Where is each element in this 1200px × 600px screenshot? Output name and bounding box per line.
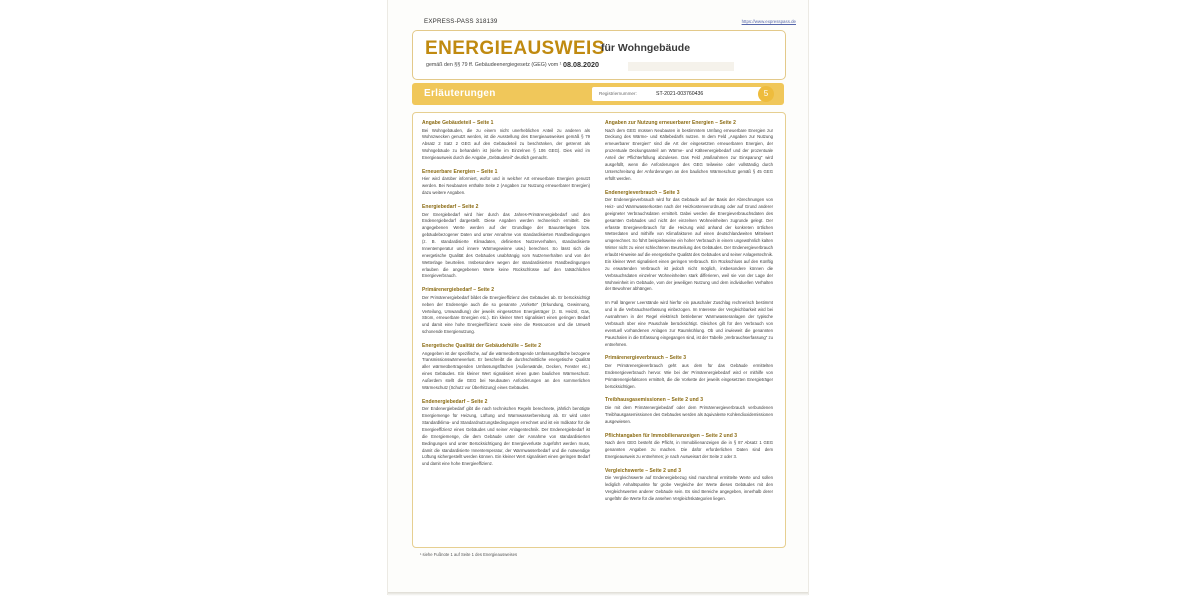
explanation-text: Hier wird darüber informiert, wofür und in welcher Art erneuerbare Energien genutzt werden. Bei Neubauten enthalte Seite 2 (Angaben zur Nutzung erneuerbarer Energien) dazu weitere Angaben. xyxy=(422,176,590,196)
explanation-heading: Energiebedarf – Seite 2 xyxy=(422,204,479,210)
explanations-column-right xyxy=(605,120,773,510)
explanation-section xyxy=(422,120,590,162)
registration-box xyxy=(592,87,762,101)
explanation-section xyxy=(605,300,773,348)
explanation-text: Die Vergleichswerte auf Endenergiebezug sind manchmal ermittelte Werte und sollen lediglich Anhaltspunkte für grobe Vergleiche der Werte dieses Gebäudes mit den Vergleichswerten anderer Gebäude sein. Es sind Bereiche angegeben, innerhalb derer ungefähr die Werte für die ansehen Vergleichskategorien liegen. xyxy=(605,475,773,501)
explanation-section xyxy=(422,287,590,336)
registration-label: Registriernummer: xyxy=(599,91,637,96)
explanation-heading: Treibhausgasemissionen – Seite 2 und 3 xyxy=(605,397,704,404)
explanation-text: Der Primärenergiebedarf bildet die Energieeffizienz des Gebäudes ab. Er berücksichtigt neben der Endenergie auch die so genannte „Vorkette" (Erkundung, Gewinnung, Verteilung, Umwandlung) der jeweils eingesetzten Energieträger (z. B. Heizöl, Gas, Strom, erneuerbare Energien etc.). Ein kleiner Wert signalisiert einen geringen Bedarf und damit eine hohe Energieeffizienz sowie eine die Ressourcen und die Umwelt schonende Energienutzung. xyxy=(422,294,590,335)
explanation-text: Nach dem GEG müssen Neubauten in bestimmtem Umfang erneuerbare Energien zur Deckung des Wärme- und Kältebedarfs nutzen. In dem Feld „Angaben zur Nutzung erneuerbarer Energien" sind die Art der eingesetzten erneuerbaren Energien, der prozentuale Deckungsanteil am Wärme- und Kälteenergiebedarf und der prozentuale Anteil der Pflichterfüllung abzulesen. Das Feld „Maßnahmen zur Einsparung" wird ausgefüllt, wenn die Anforderungen des GEG teilweise oder vollständig durch Unterschreitung der Anforderungen an den baulichen Wärmeschutz gemäß § 45 GEG erfüllt werden. xyxy=(605,127,773,181)
viewer-right-rail xyxy=(812,0,1200,600)
page-shadow xyxy=(388,592,808,596)
redacted-block xyxy=(628,62,734,71)
explanation-text: Der Endenergiebedarf gibt die nach technischen Regeln berechnete, jährlich benötigte Energiemenge für Heizung, Lüftung und Warmwasserbereitung ab. Er wird unter Standardklima- und Standardnutzungsbedingungen errechnet und ist ein Indikator für die Energieeffizienz eines Gebäudes und seiner Anlagentechnik. Der Endenergiebedarf ist die Energiemenge, die dem Gebäude unter der Annahme von standardisierten Bedingungen und unter Berücksichtigung der Energieverluste zugeführt werden muss, damit die standardisierte Innentemperatur, der Warmwasserbedarf und die notwendige Lüftung sichergestellt werden können. Ein kleiner Wert signalisiert einen geringen Bedarf und damit eine hohe Energieeffizienz. xyxy=(422,406,590,467)
explanations-frame xyxy=(412,112,786,548)
document-page xyxy=(388,0,808,594)
page-header-meta xyxy=(388,18,808,28)
explanation-text: Der Primärenergieverbrauch geht aus dem für das Gebäude ermittelten Endenergieverbrauch hervor. Wie bei der Primärenergiebedarf wird er mithilfe von Primärenergiefaktoren ermittelt, die die Vorkette der jeweils eingesetzten Energieträger berücksichtigen. xyxy=(605,362,773,389)
pass-number: EXPRESS-PASS 318139 xyxy=(424,18,498,25)
explanation-heading: Primärenergiebedarf – Seite 2 xyxy=(422,287,495,294)
page-number-badge: 5 xyxy=(758,86,774,102)
explanation-section xyxy=(605,468,773,503)
source-link[interactable]: https://www.expresspass.de xyxy=(741,19,796,24)
issue-date: 08.08.2020 xyxy=(563,60,599,69)
explanation-heading: Pflichtangaben für Immobilienanzeigen – Seite 2 und 3 xyxy=(605,432,738,439)
explanation-heading: Energetische Qualität der Gebäudehülle – Seite 2 xyxy=(422,343,542,349)
section-band-label: Erläuterungen xyxy=(424,88,496,99)
explanation-text: Im Fall längerer Leerstände wird hierfür ein pauschaler Zuschlag rechnerisch bestimmt und in die Verbrauchserfassung einbezogen. Im Interesse der Vergleichbarkeit wird bei Ausnahmen in der Regel elektrisch betriebener Warmwasseranlagen der typische Verbrauch über eine Pauschale berücksichtigt. Gleiches gilt für den Verbrauch von eventuell vorhandenen Anlagen zur Raumkühlung. Ob und inwieweit die genannten Pauschalen in die Erfassung eingegangen sind, ist der Tabelle „Verbrauchserfassung" zu entnehmen. xyxy=(605,300,773,347)
section-band xyxy=(412,83,784,105)
explanation-heading: Primärenergieverbrauch – Seite 3 xyxy=(605,355,687,362)
page-subtitle: für Wohngebäude xyxy=(601,42,691,54)
explanations-column-left xyxy=(422,120,590,475)
explanation-section xyxy=(422,169,590,197)
explanation-heading: Angaben zur Nutzung erneuerbarer Energien – Seite 2 xyxy=(605,120,736,126)
explanation-section xyxy=(605,190,773,294)
registration-value: ST-2021-003760436 xyxy=(656,90,704,97)
explanation-heading: Erneuerbare Energien – Seite 1 xyxy=(422,168,498,175)
explanation-heading: Vergleichswerte – Seite 2 und 3 xyxy=(605,467,682,474)
explanation-section xyxy=(422,399,590,468)
explanation-text: Nach dem GEG besteht die Pflicht, in Immobilienanzeigen die in § 87 Absatz 1 GEG genannten Angaben zu machen. Die dafür erforderlichen Daten sind dem Energieausweis zu entnehmen; je nach Ausweisart der Seite 2 oder 3. xyxy=(605,440,773,459)
page-title: ENERGIEAUSWEIS xyxy=(425,38,605,59)
page-footnote: ¹ siehe Fußnote 1 auf Seite 1 des Energieausweises xyxy=(420,552,518,557)
legal-basis-text: gemäß den §§ 79 ff. Gebäudeenergiegesetz (GEG) vom ¹ xyxy=(426,62,562,68)
explanation-section xyxy=(605,355,773,390)
explanation-section xyxy=(422,343,590,392)
explanation-section xyxy=(605,120,773,183)
explanation-text: Bei Wohngebäuden, die zu einem nicht unerheblichen Anteil zu anderen als Wohnzwecken genutzt werden, ist die Ausstellung des Energieausweises gemäß § 79 Absatz 2 Satz 2 GEG auf den Gebäudeteil zu beschränken, der getrennt als Wohngebäude zu behandeln ist (siehe im Einzelnen § 106 GEG). Dies wird im Energieausweis durch die Angabe „Gebäudeteil" deutlich gemacht. xyxy=(422,127,590,160)
explanation-section xyxy=(605,433,773,461)
explanation-text: Der Endenergieverbrauch wird für das Gebäude auf der Basis der Abrechnungen von Heiz- und Warmwasserkosten nach der Heizkostenverordnung oder auf Grund anderer geeigneter Verbrauchsdaten ermittelt. Dabei werden die Energieverbrauchsdaten des gesamten Gebäudes und nicht der einzelnen Wohneinheiten zugrunde gelegt. Der erfasste Energieverbrauch für die Heizung wird anhand der konkreten örtlichen Wetterdaten und mithilfe von Klimafaktoren auf einen deutschlandweiten Mittelwert umgerechnet. So führt beispielsweise ein hoher Verbrauch in einem ungewöhnlich kalten Winter nicht zu einer schlechteren Beurteilung des Gebäudes. Der Endenergieverbrauch erlaubt Hinweise auf die energetische Qualität des Gebäudes und seiner Anlagentechnik. Ein kleiner Wert signalisiert einen geringen Verbrauch. Ein Rückschluss auf den Künftig zu erwartenden Verbrauch ist jedoch nicht möglich, insbesondere können die Verbrauchsdaten einzelner Wohneinheiten stark differieren, weil sie von der Lage der Wohneinheit im Gebäude, vom der jeweiligen Nutzung und dem individuellen Verhalten der Bewohner abhängen. xyxy=(605,197,773,292)
title-box xyxy=(412,30,786,80)
explanation-text: Die mit dem Primärenergiebedarf oder dem Primärenergieverbrauch verbundenen Treibhausgasemissionen des Gebäudes werden als äquivalente Kohlendioxidemissionen ausgewiesen. xyxy=(605,404,773,424)
explanation-heading: Endenergiebedarf – Seite 2 xyxy=(422,398,488,405)
explanation-heading: Endenergieverbrauch – Seite 3 xyxy=(605,189,680,196)
explanation-heading: Angabe Gebäudeteil – Seite 1 xyxy=(422,120,494,126)
explanation-section xyxy=(605,397,773,425)
viewer-left-rail xyxy=(0,0,388,600)
explanation-text: Angegeben ist der spezifische, auf die wärmeübertragende Umfassungsfläche bezogene Transmissionswärmeverlust. Er beschreibt die durchschnittliche energetische Qualität aller wärmeübertragenden Umfassungsflächen (Außenwände, Decken, Fenster etc.) eines Gebäudes. Ein kleiner Wert signalisiert einen guten baulichen Wärmeschutz. Außerdem stellt die GEG bei Neubauten Anforderungen an den sommerlichen Wärmeschutz (Schutz vor Überhitzung) eines Gebäudes. xyxy=(422,350,590,390)
explanation-section xyxy=(422,204,590,280)
explanation-text: Der Energiebedarf wird hier durch das Jahres-Primärenergiebedarf und den Endenergiebedarf dargestellt. Diese Angaben werden rechnerisch ermittelt. Die angegebenen Werte werden auf der Grundlage der Bauunterlagen bzw. gebäudebezogener Daten und unter Annahme von standardisierten Randbedingungen (z. B. standardisierte Klimadaten, definiertes Nutzerverhalten, standardisierte Innentemperatur und innere Wärmegewinne usw.) berechnet. So lässt sich die energetische Qualität des Gebäudes unabhängig vom Nutzerverhalten und von der Wetterlage beurteilen. Insbesondere wegen der standardisierten Randbedingungen erlauben die angegebenen Werte keine Rückschlüsse auf den tatsächlichen Energieverbrauch. xyxy=(422,211,590,279)
